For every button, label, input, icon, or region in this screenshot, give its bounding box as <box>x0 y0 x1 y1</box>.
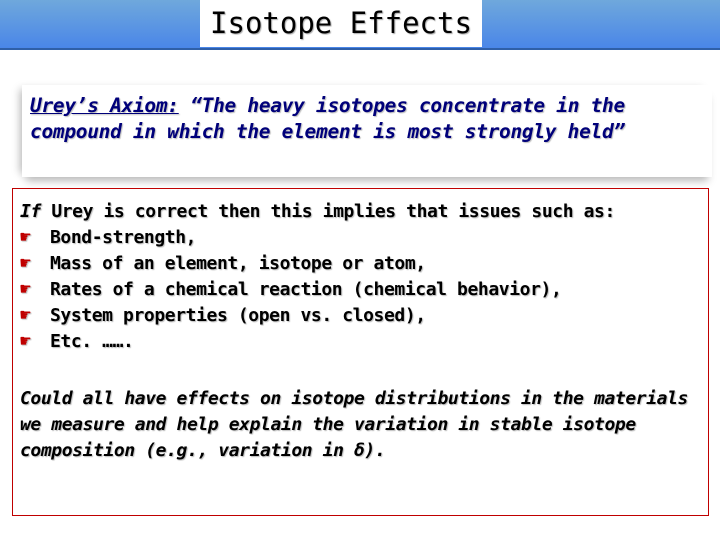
issues-list <box>20 225 561 355</box>
list-item-text: Etc. ……. <box>50 331 134 352</box>
hand-pointer-icon: ☛ <box>20 305 31 326</box>
main-content-box <box>12 188 709 516</box>
axiom-text <box>30 93 710 145</box>
list-item <box>20 329 561 355</box>
list-item-text: System properties (open vs. closed), <box>50 305 426 326</box>
list-item <box>20 251 561 277</box>
axiom-quote: “The heavy isotopes concentrate in the compound in which the element is most strongly held” <box>30 94 625 143</box>
intro-rest: Urey is correct then this implies that issues such as: <box>51 201 615 222</box>
axiom-label: Urey’s Axiom: <box>30 94 179 117</box>
list-item-text: Rates of a chemical reaction (chemical behavior), <box>50 279 562 300</box>
title-bar <box>0 0 720 50</box>
list-item <box>20 303 561 329</box>
hand-pointer-icon: ☛ <box>20 279 31 300</box>
list-item <box>20 225 561 251</box>
hand-pointer-icon: ☛ <box>20 227 31 248</box>
list-item-text: Mass of an element, isotope or atom, <box>50 253 426 274</box>
axiom-box <box>22 85 712 177</box>
slide-title: Isotope Effects <box>200 0 482 47</box>
list-item <box>20 277 561 303</box>
conclusion-text: Could all have effects on isotope distributions in the materials we measure and help explain the variation in stable isotope composition (e.g., variation in δ). <box>20 388 688 461</box>
list-item-text: Bond-strength, <box>50 227 197 248</box>
hand-pointer-icon: ☛ <box>20 253 31 274</box>
intro-if: If <box>20 201 41 222</box>
intro-text <box>20 199 615 225</box>
hand-pointer-icon: ☛ <box>20 331 31 352</box>
